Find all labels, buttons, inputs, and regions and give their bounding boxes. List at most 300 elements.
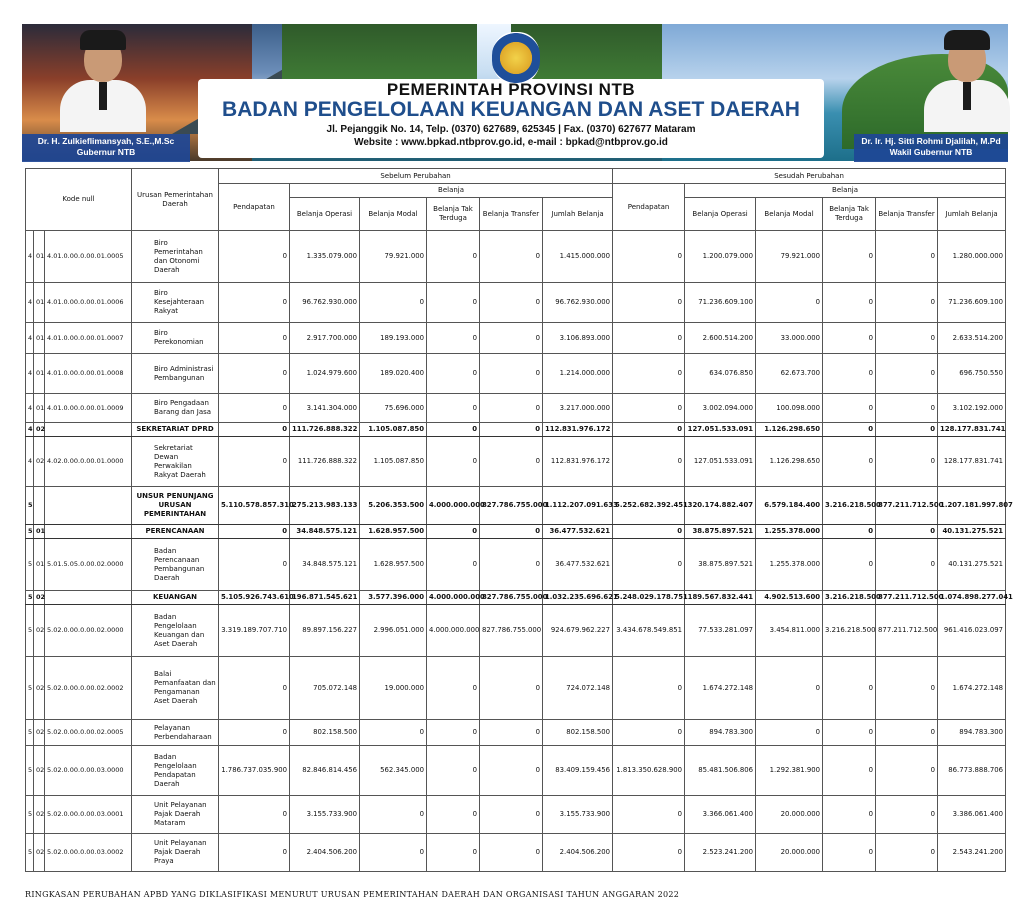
code-level-1-cell: 4	[26, 354, 34, 394]
value-cell: 79.921.000	[756, 231, 823, 283]
value-cell: 0	[219, 539, 290, 591]
value-cell: 0	[613, 283, 685, 323]
vice-governor-nameplate	[854, 134, 1008, 162]
value-cell: 2.633.514.200	[938, 323, 1006, 354]
value-cell: 1.074.898.277.041	[938, 591, 1006, 605]
value-cell: 5.105.926.743.610	[219, 591, 290, 605]
value-cell: 71.236.609.100	[938, 283, 1006, 323]
value-cell: 0	[876, 539, 938, 591]
value-cell: 0	[823, 323, 876, 354]
code-level-2-cell: 02	[34, 834, 45, 872]
code-level-2-cell: 02	[34, 437, 45, 487]
code-full-cell: 4.01.0.00.0.00.01.0006	[45, 283, 132, 323]
value-cell: 40.131.275.521	[938, 525, 1006, 539]
value-cell: 877.211.712.500	[876, 591, 938, 605]
header-belanja-modal-sesudah: Belanja Modal	[756, 198, 823, 231]
table-row	[26, 423, 1006, 437]
code-full-cell: 4.01.0.00.0.00.01.0005	[45, 231, 132, 283]
value-cell: 127.051.533.091	[685, 423, 756, 437]
unit-name-cell: KEUANGAN	[132, 591, 219, 605]
value-cell: 1.628.957.500	[360, 539, 427, 591]
value-cell: 1.292.381.900	[756, 746, 823, 796]
value-cell: 3.155.733.900	[290, 796, 360, 834]
table-row	[26, 796, 1006, 834]
code-full-cell: 5.02.0.00.0.00.02.0000	[45, 605, 132, 657]
value-cell: 0	[876, 283, 938, 323]
value-cell: 0	[823, 657, 876, 720]
value-cell: 0	[219, 423, 290, 437]
value-cell: 0	[823, 423, 876, 437]
value-cell: 0	[480, 746, 543, 796]
table-row	[26, 657, 1006, 720]
value-cell: 4.000.000.000	[427, 605, 480, 657]
value-cell: 33.000.000	[756, 323, 823, 354]
value-cell: 0	[613, 354, 685, 394]
value-cell: 5.252.682.392.451	[613, 487, 685, 525]
value-cell: 877.211.712.500	[876, 487, 938, 525]
code-full-cell	[45, 423, 132, 437]
governor-role: Gubernur NTB	[76, 147, 136, 157]
unit-name-cell: Sekretariat Dewan Perwakilan Rakyat Daerah	[132, 437, 219, 487]
code-full-cell: 4.01.0.00.0.00.01.0007	[45, 323, 132, 354]
value-cell: 0	[219, 834, 290, 872]
header-kode: Kode null	[26, 169, 132, 231]
value-cell: 0	[876, 746, 938, 796]
value-cell: 0	[427, 354, 480, 394]
value-cell: 36.477.532.621	[543, 525, 613, 539]
code-level-1-cell: 4	[26, 323, 34, 354]
unit-name-cell: Balai Pemanfaatan dan Pengamanan Aset Daerah	[132, 657, 219, 720]
value-cell: 0	[427, 323, 480, 354]
code-level-2-cell: 02	[34, 591, 45, 605]
header-banner	[22, 24, 1008, 161]
vice-governor-role: Wakil Gubernur NTB	[889, 147, 973, 157]
value-cell: 1.024.979.600	[290, 354, 360, 394]
value-cell: 3.454.811.000	[756, 605, 823, 657]
unit-name-cell: Unit Pelayanan Pajak Daerah Mataram	[132, 796, 219, 834]
value-cell: 0	[613, 437, 685, 487]
code-level-1-cell: 4	[26, 437, 34, 487]
code-level-1-cell: 5	[26, 525, 34, 539]
unit-name-cell: SEKRETARIAT DPRD	[132, 423, 219, 437]
value-cell: 0	[823, 394, 876, 423]
unit-name-cell: Biro Pemerintahan dan Otonomi Daerah	[132, 231, 219, 283]
value-cell: 3.319.189.707.710	[219, 605, 290, 657]
value-cell: 2.600.514.200	[685, 323, 756, 354]
governor-portrait	[54, 24, 152, 131]
table-row	[26, 746, 1006, 796]
code-level-2-cell: 01	[34, 323, 45, 354]
code-full-cell: 5.02.0.00.0.00.02.0005	[45, 720, 132, 746]
value-cell: 2.404.506.200	[543, 834, 613, 872]
value-cell: 3.002.094.000	[685, 394, 756, 423]
value-cell: 0	[823, 746, 876, 796]
value-cell: 82.846.814.456	[290, 746, 360, 796]
value-cell: 0	[427, 657, 480, 720]
code-level-2-cell: 01	[34, 354, 45, 394]
table-row	[26, 323, 1006, 354]
value-cell: 320.174.882.407	[685, 487, 756, 525]
table-row	[26, 487, 1006, 525]
value-cell: 724.072.148	[543, 657, 613, 720]
value-cell: 62.673.700	[756, 354, 823, 394]
header-belanja-sebelum: Belanja	[290, 184, 613, 198]
value-cell: 0	[427, 796, 480, 834]
value-cell: 0	[756, 720, 823, 746]
value-cell: 5.206.353.500	[360, 487, 427, 525]
value-cell: 275.213.983.133	[290, 487, 360, 525]
value-cell: 0	[823, 796, 876, 834]
code-level-2-cell: 02	[34, 796, 45, 834]
code-level-1-cell: 5	[26, 487, 34, 525]
provincial-seal-icon	[492, 32, 540, 84]
value-cell: 0	[219, 394, 290, 423]
value-cell: 79.921.000	[360, 231, 427, 283]
value-cell: 0	[219, 354, 290, 394]
value-cell: 0	[360, 796, 427, 834]
value-cell: 5.248.029.178.751	[613, 591, 685, 605]
government-title: PEMERINTAH PROVINSI NTB	[386, 80, 636, 99]
value-cell: 0	[823, 231, 876, 283]
value-cell: 1.126.298.650	[756, 423, 823, 437]
value-cell: 0	[876, 437, 938, 487]
value-cell: 3.216.218.500	[823, 487, 876, 525]
value-cell: 1.280.000.000	[938, 231, 1006, 283]
code-level-1-cell: 4	[26, 423, 34, 437]
agency-title: BADAN PENGELOLAAN KEUANGAN DAN ASET DAERAH	[222, 98, 800, 121]
value-cell: 1.674.272.148	[938, 657, 1006, 720]
agency-address: Jl. Pejanggik No. 14, Telp. (0370) 627689, 625345 | Fax. (0370) 627677 Mataram	[326, 124, 696, 135]
value-cell: 0	[480, 720, 543, 746]
value-cell: 0	[480, 796, 543, 834]
value-cell: 34.848.575.121	[290, 525, 360, 539]
budget-table	[25, 168, 1013, 872]
code-full-cell: 5.02.0.00.0.00.03.0001	[45, 796, 132, 834]
value-cell: 0	[876, 354, 938, 394]
value-cell: 1.105.087.850	[360, 437, 427, 487]
value-cell: 0	[756, 283, 823, 323]
value-cell: 89.897.156.227	[290, 605, 360, 657]
code-level-2-cell	[34, 487, 45, 525]
unit-name-cell: Biro Kesejahteraan Rakyat	[132, 283, 219, 323]
value-cell: 894.783.300	[685, 720, 756, 746]
unit-name-cell: Biro Pengadaan Barang dan Jasa	[132, 394, 219, 423]
value-cell: 0	[823, 834, 876, 872]
value-cell: 3.217.000.000	[543, 394, 613, 423]
value-cell: 0	[613, 394, 685, 423]
value-cell: 3.141.304.000	[290, 394, 360, 423]
unit-name-cell: Pelayanan Perbendaharaan	[132, 720, 219, 746]
value-cell: 2.917.700.000	[290, 323, 360, 354]
value-cell: 3.102.192.000	[938, 394, 1006, 423]
value-cell: 1.112.207.091.633	[543, 487, 613, 525]
value-cell: 0	[876, 525, 938, 539]
table-row	[26, 437, 1006, 487]
value-cell: 0	[613, 657, 685, 720]
code-full-cell: 5.02.0.00.0.00.02.0002	[45, 657, 132, 720]
value-cell: 1.628.957.500	[360, 525, 427, 539]
value-cell: 5.110.578.857.310	[219, 487, 290, 525]
value-cell: 189.567.832.441	[685, 591, 756, 605]
header-jumlah-belanja-sebelum: Jumlah Belanja	[543, 198, 613, 231]
table-row	[26, 525, 1006, 539]
value-cell: 0	[427, 394, 480, 423]
value-cell: 0	[613, 539, 685, 591]
code-level-2-cell: 01	[34, 539, 45, 591]
value-cell: 71.236.609.100	[685, 283, 756, 323]
value-cell: 2.523.241.200	[685, 834, 756, 872]
value-cell: 0	[613, 720, 685, 746]
value-cell: 112.831.976.172	[543, 423, 613, 437]
value-cell: 1.200.079.000	[685, 231, 756, 283]
value-cell: 0	[480, 437, 543, 487]
value-cell: 0	[427, 746, 480, 796]
value-cell: 0	[219, 323, 290, 354]
header-belanja-sesudah: Belanja	[685, 184, 1006, 198]
budget-table-container	[25, 168, 1013, 872]
value-cell: 0	[613, 525, 685, 539]
unit-name-cell: Unit Pelayanan Pajak Daerah Praya	[132, 834, 219, 872]
value-cell: 0	[360, 720, 427, 746]
value-cell: 0	[876, 394, 938, 423]
code-full-cell: 5.01.5.05.0.00.02.0000	[45, 539, 132, 591]
value-cell: 0	[427, 525, 480, 539]
budget-table-body	[26, 231, 1013, 872]
value-cell: 1.786.737.035.900	[219, 746, 290, 796]
value-cell: 83.409.159.456	[543, 746, 613, 796]
code-level-2-cell: 01	[34, 525, 45, 539]
value-cell: 0	[480, 657, 543, 720]
value-cell: 20.000.000	[756, 796, 823, 834]
code-level-1-cell: 5	[26, 539, 34, 591]
header-belanja-operasi-sebelum: Belanja Operasi	[290, 198, 360, 231]
value-cell: 1.214.000.000	[543, 354, 613, 394]
header-belanja-transfer-sesudah: Belanja Transfer	[876, 198, 938, 231]
value-cell: 0	[613, 231, 685, 283]
value-cell: 0	[219, 525, 290, 539]
code-full-cell	[45, 591, 132, 605]
code-level-1-cell: 5	[26, 834, 34, 872]
table-row	[26, 283, 1006, 323]
vice-governor-name: Dr. Ir. Hj. Sitti Rohmi Djalilah, M.Pd	[861, 136, 1001, 146]
value-cell: 0	[427, 283, 480, 323]
code-level-2-cell: 02	[34, 605, 45, 657]
value-cell: 3.366.061.400	[685, 796, 756, 834]
value-cell: 0	[480, 423, 543, 437]
value-cell: 3.386.061.400	[938, 796, 1006, 834]
governor-name: Dr. H. Zulkieflimansyah, S.E.,M.Sc	[37, 136, 175, 146]
value-cell: 77.533.281.097	[685, 605, 756, 657]
table-row	[26, 394, 1006, 423]
value-cell: 827.786.755.000	[480, 487, 543, 525]
code-level-2-cell: 01	[34, 231, 45, 283]
value-cell: 38.875.897.521	[685, 525, 756, 539]
table-row	[26, 591, 1006, 605]
value-cell: 1.335.079.000	[290, 231, 360, 283]
code-level-2-cell: 01	[34, 394, 45, 423]
header-urusan: Urusan Pemerintahan Daerah	[132, 169, 219, 231]
governor-nameplate	[22, 134, 190, 162]
value-cell: 802.158.500	[543, 720, 613, 746]
value-cell: 0	[756, 657, 823, 720]
value-cell: 0	[613, 834, 685, 872]
value-cell: 0	[876, 796, 938, 834]
value-cell: 20.000.000	[756, 834, 823, 872]
value-cell: 0	[613, 796, 685, 834]
value-cell: 127.051.533.091	[685, 437, 756, 487]
value-cell: 19.000.000	[360, 657, 427, 720]
code-level-1-cell: 5	[26, 796, 34, 834]
value-cell: 1.126.298.650	[756, 437, 823, 487]
value-cell: 0	[823, 283, 876, 323]
value-cell: 34.848.575.121	[290, 539, 360, 591]
value-cell: 0	[360, 283, 427, 323]
value-cell: 96.762.930.000	[290, 283, 360, 323]
value-cell: 0	[480, 394, 543, 423]
code-level-2-cell: 02	[34, 746, 45, 796]
value-cell: 0	[876, 323, 938, 354]
value-cell: 40.131.275.521	[938, 539, 1006, 591]
header-belanja-operasi-sesudah: Belanja Operasi	[685, 198, 756, 231]
value-cell: 0	[219, 437, 290, 487]
header-jumlah-belanja-sesudah: Jumlah Belanja	[938, 198, 1006, 231]
value-cell: 3.155.733.900	[543, 796, 613, 834]
agency-website: Website : www.bpkad.ntbprov.go.id, e-mail : bpkad@ntbprov.go.id	[354, 137, 668, 148]
unit-name-cell: Badan Perencanaan Pembangunan Daerah	[132, 539, 219, 591]
code-full-cell: 5.02.0.00.0.00.03.0000	[45, 746, 132, 796]
value-cell: 0	[823, 539, 876, 591]
header-pendapatan-sesudah: Pendapatan	[613, 184, 685, 231]
value-cell: 1.674.272.148	[685, 657, 756, 720]
table-row	[26, 834, 1006, 872]
value-cell: 128.177.831.741	[938, 423, 1006, 437]
header-belanja-transfer-sebelum: Belanja Transfer	[480, 198, 543, 231]
code-level-1-cell: 5	[26, 657, 34, 720]
value-cell: 0	[876, 834, 938, 872]
unit-name-cell: Biro Administrasi Pembangunan	[132, 354, 219, 394]
unit-name-cell: Badan Pengelolaan Pendapatan Daerah	[132, 746, 219, 796]
value-cell: 2.996.051.000	[360, 605, 427, 657]
value-cell: 1.105.087.850	[360, 423, 427, 437]
value-cell: 111.726.888.322	[290, 423, 360, 437]
value-cell: 894.783.300	[938, 720, 1006, 746]
header-sesudah-perubahan: Sesudah Perubahan	[613, 169, 1006, 184]
value-cell: 128.177.831.741	[938, 437, 1006, 487]
value-cell: 4.000.000.000	[427, 591, 480, 605]
value-cell: 0	[219, 283, 290, 323]
code-full-cell	[45, 525, 132, 539]
value-cell: 2.543.241.200	[938, 834, 1006, 872]
value-cell: 112.831.976.172	[543, 437, 613, 487]
value-cell: 0	[480, 231, 543, 283]
value-cell: 86.773.888.706	[938, 746, 1006, 796]
value-cell: 0	[427, 231, 480, 283]
code-level-2-cell: 02	[34, 720, 45, 746]
value-cell: 0	[219, 796, 290, 834]
code-level-1-cell: 4	[26, 283, 34, 323]
value-cell: 0	[219, 231, 290, 283]
value-cell: 0	[876, 720, 938, 746]
value-cell: 36.477.532.621	[543, 539, 613, 591]
value-cell: 3.106.893.000	[543, 323, 613, 354]
document-caption: RINGKASAN PERUBAHAN APBD YANG DIKLASIFIKASI MENURUT URUSAN PEMERINTAHAN DAERAH DAN ORGANISASI TAHUN ANGGARAN 2022	[25, 890, 680, 899]
value-cell: 38.875.897.521	[685, 539, 756, 591]
value-cell: 4.902.513.600	[756, 591, 823, 605]
header-belanja-modal-sebelum: Belanja Modal	[360, 198, 427, 231]
value-cell: 75.696.000	[360, 394, 427, 423]
code-level-1-cell: 5	[26, 591, 34, 605]
value-cell: 3.216.218.500	[823, 591, 876, 605]
value-cell: 0	[480, 354, 543, 394]
code-level-2-cell: 02	[34, 423, 45, 437]
code-full-cell: 4.02.0.00.0.00.01.0000	[45, 437, 132, 487]
header-pendapatan-sebelum: Pendapatan	[219, 184, 290, 231]
value-cell: 3.577.396.000	[360, 591, 427, 605]
code-level-1-cell: 4	[26, 231, 34, 283]
value-cell: 96.762.930.000	[543, 283, 613, 323]
code-full-cell	[45, 487, 132, 525]
value-cell: 0	[876, 231, 938, 283]
table-row	[26, 539, 1006, 591]
value-cell: 0	[613, 323, 685, 354]
value-cell: 0	[427, 437, 480, 487]
value-cell: 0	[427, 834, 480, 872]
table-row	[26, 605, 1006, 657]
code-level-1-cell: 5	[26, 605, 34, 657]
code-level-1-cell: 5	[26, 720, 34, 746]
value-cell: 0	[427, 423, 480, 437]
value-cell: 2.404.506.200	[290, 834, 360, 872]
table-row	[26, 354, 1006, 394]
value-cell: 0	[427, 720, 480, 746]
unit-name-cell: Badan Pengelolaan Keuangan dan Aset Daerah	[132, 605, 219, 657]
table-row	[26, 720, 1006, 746]
value-cell: 3.216.218.500	[823, 605, 876, 657]
value-cell: 189.193.000	[360, 323, 427, 354]
value-cell: 0	[480, 323, 543, 354]
value-cell: 4.000.000.000	[427, 487, 480, 525]
unit-name-cell: UNSUR PENUNJANG URUSAN PEMERINTAHAN	[132, 487, 219, 525]
code-level-1-cell: 5	[26, 746, 34, 796]
vice-governor-portrait	[918, 24, 1016, 131]
value-cell: 827.786.755.000	[480, 605, 543, 657]
value-cell: 111.726.888.322	[290, 437, 360, 487]
value-cell: 100.098.000	[756, 394, 823, 423]
value-cell: 85.481.506.806	[685, 746, 756, 796]
value-cell: 189.020.400	[360, 354, 427, 394]
code-level-1-cell: 4	[26, 394, 34, 423]
value-cell: 705.072.148	[290, 657, 360, 720]
value-cell: 0	[360, 834, 427, 872]
table-row	[26, 231, 1006, 283]
value-cell: 0	[823, 525, 876, 539]
value-cell: 1.415.000.000	[543, 231, 613, 283]
value-cell: 0	[427, 539, 480, 591]
value-cell: 0	[823, 437, 876, 487]
value-cell: 0	[219, 720, 290, 746]
value-cell: 562.345.000	[360, 746, 427, 796]
value-cell: 196.871.545.621	[290, 591, 360, 605]
unit-name-cell: PERENCANAAN	[132, 525, 219, 539]
value-cell: 877.211.712.500	[876, 605, 938, 657]
value-cell: 1.207.181.997.807	[938, 487, 1006, 525]
value-cell: 0	[480, 834, 543, 872]
value-cell: 802.158.500	[290, 720, 360, 746]
value-cell: 634.076.850	[685, 354, 756, 394]
value-cell: 1.032.235.696.621	[543, 591, 613, 605]
value-cell: 0	[876, 423, 938, 437]
value-cell: 0	[876, 657, 938, 720]
